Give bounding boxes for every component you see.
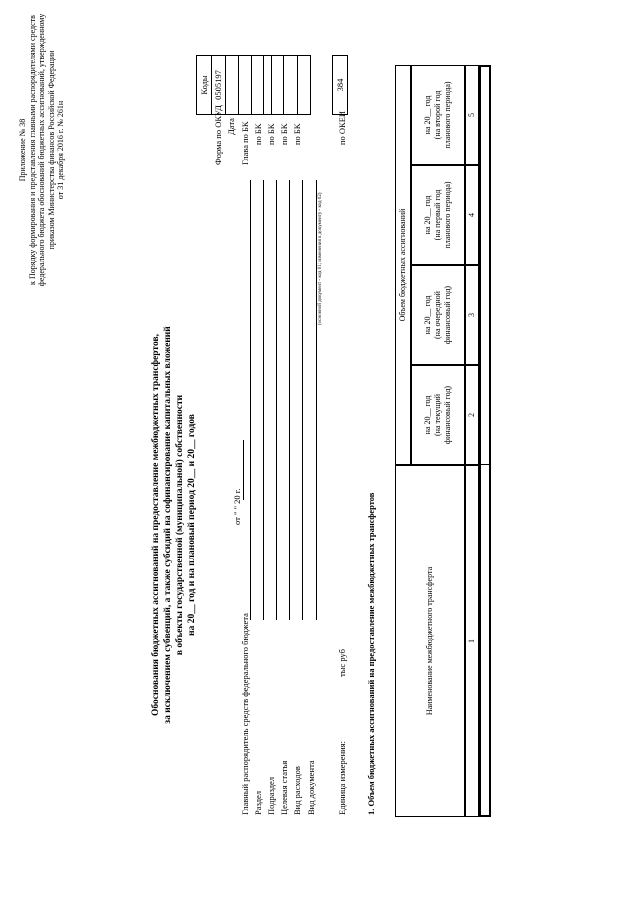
col-line: (на второй год — [433, 90, 442, 140]
document-title — [150, 265, 198, 785]
field-underline — [276, 180, 277, 620]
title-line: на 20__ год и на плановый период 20__ и 20__ годов — [187, 414, 197, 636]
field-label: Вид расходов — [292, 766, 302, 815]
unit-value: тыс руб — [337, 649, 347, 677]
field-right-label: по БК — [266, 123, 276, 145]
title-line: Обоснования бюджетных ассигнований на предоставление межбюджетных трансфертов, — [151, 334, 161, 716]
row-divider — [479, 464, 491, 465]
date-label: Дата — [226, 118, 236, 135]
field-label: Главный распорядитель средств федерального бюджета — [240, 613, 250, 815]
form-okud-label: Форма по ОКУД — [213, 105, 223, 165]
appendix-block — [18, 10, 66, 290]
table-number-cell: 5 — [465, 65, 479, 165]
appendix-line: к Порядку формирования и представления главными распорядителями средств — [27, 15, 37, 285]
field-underline — [250, 180, 251, 620]
field-right-label: по БК — [292, 123, 302, 145]
field-underline — [263, 180, 264, 620]
col-line: планового периода) — [443, 181, 452, 249]
table-header-col — [411, 365, 465, 465]
table-header-group: Объем бюджетных ассигнований — [395, 65, 411, 465]
okud-code: 0505197 — [213, 70, 223, 100]
col-line: (на очередной — [433, 291, 442, 339]
bk-codes-box — [225, 55, 311, 115]
col-line: планового периода) — [443, 81, 452, 149]
field-right-label: по БК — [253, 123, 263, 145]
table-number-cell: 4 — [465, 165, 479, 265]
field-label: Целевая статья — [279, 760, 289, 815]
title-line: за исключением субвенций, а также субсидий на софинансирование капитальных вложений — [163, 326, 173, 724]
col-line: финансовый год) — [443, 385, 452, 445]
appendix-line: приказом Министерства финансов Российской Федерации — [46, 50, 56, 250]
unit-label: Единица измерения: — [337, 741, 347, 815]
codes-header: Коды — [199, 75, 209, 95]
table-number-cell: 2 — [465, 365, 479, 465]
appendix-line: Приложение № 38 — [18, 118, 27, 182]
field-right-label: Глава по БК — [240, 121, 250, 165]
field-label: Вид документа — [306, 760, 316, 815]
document-type-hint: (основной документ - код 01; изменения к документу - код 02) — [318, 192, 323, 325]
col-line: (на текущий — [433, 393, 442, 437]
col-line: на 20__ год — [423, 395, 432, 435]
table-data-row — [479, 65, 491, 817]
codes-divider — [211, 55, 212, 115]
table-number-cell: 1 — [465, 465, 479, 817]
col-line: на 20__ год — [423, 195, 432, 235]
field-underline — [302, 180, 303, 620]
col-line: финансовый год) — [443, 285, 452, 345]
field-underline — [289, 180, 290, 620]
field-right-label: по БК — [279, 123, 289, 145]
appendix-line: от 31 декабря 2016 г. № 261н — [56, 100, 65, 200]
appendix-line: федерального бюджета обоснований бюджетных ассигнований, утвержденному — [37, 13, 46, 287]
date-line: от " " 20 г. — [232, 488, 242, 525]
table-number-cell: 3 — [465, 265, 479, 365]
date-underline — [243, 440, 244, 500]
col-line: (на первый год — [433, 189, 442, 241]
okei-label: по ОКЕИ — [337, 110, 347, 145]
field-label: Раздел — [253, 790, 263, 815]
codes-divider — [297, 55, 298, 115]
title-line: в объекты государственной (муниципальной) собственности — [175, 394, 185, 656]
table-header-col — [411, 165, 465, 265]
table-header-name: Наименование межбюджетного трансферта — [395, 465, 465, 817]
field-label: Подраздел — [266, 776, 276, 815]
col-line: на 20__ год — [423, 295, 432, 335]
table-header-col — [411, 265, 465, 365]
okei-code: 384 — [335, 78, 345, 92]
table-header-col — [411, 65, 465, 165]
section-heading: 1. Объем бюджетных ассигнований на предоставление межбюджетных трансфертов — [366, 492, 376, 815]
field-underline — [316, 180, 317, 620]
codes-divider — [283, 55, 284, 115]
col-line: на 20__ год — [423, 95, 432, 135]
